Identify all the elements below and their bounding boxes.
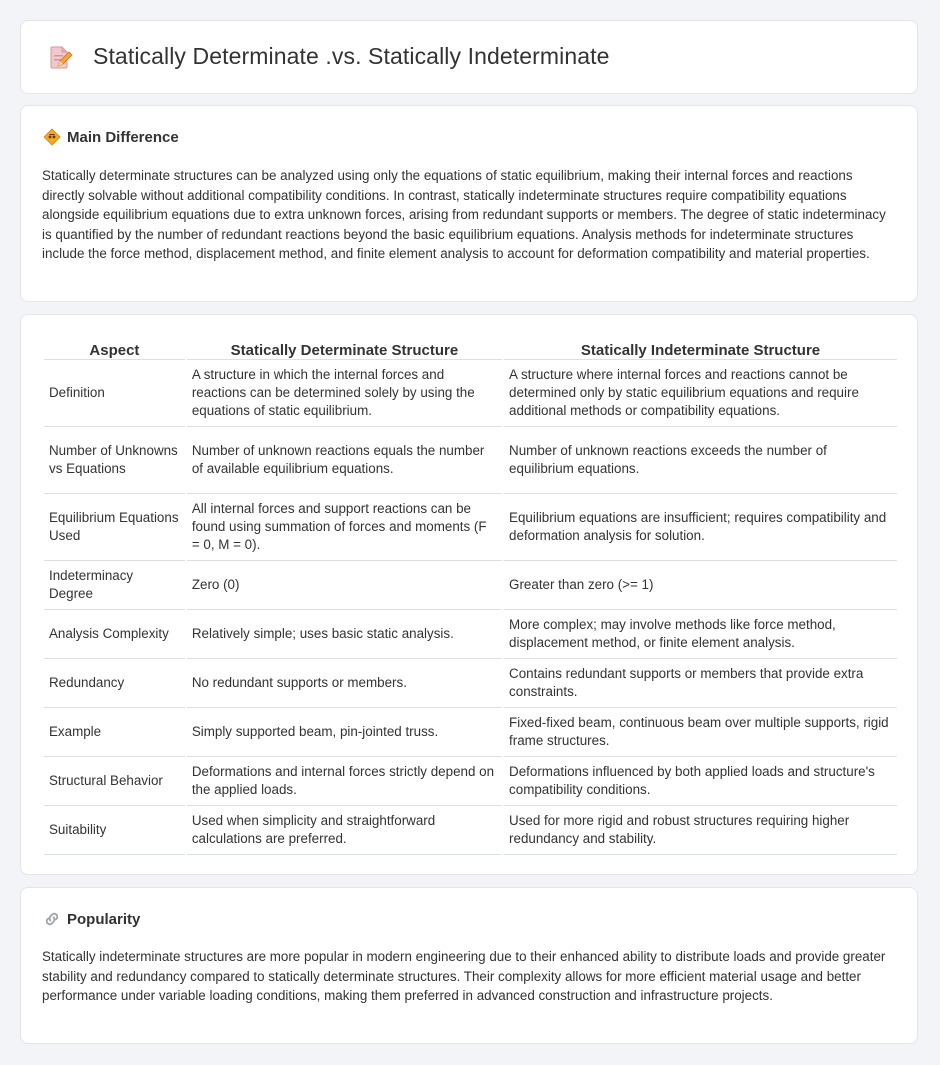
cell-determinate: Relatively simple; uses basic static analysis. (187, 610, 502, 659)
cell-indeterminate: Used for more rigid and robust structures requiring higher redundancy and stability. (504, 806, 897, 855)
popularity-card (20, 887, 918, 1044)
comparison-table (42, 335, 899, 855)
cell-determinate: Zero (0) (187, 561, 502, 610)
table-row (44, 757, 897, 806)
cell-aspect: Definition (44, 360, 185, 427)
table-row (44, 360, 897, 427)
main-difference-title: Main Difference (67, 128, 179, 146)
comparison-card (20, 314, 918, 875)
header-indeterminate: Statically Indeterminate Structure (504, 335, 897, 360)
cell-determinate: Simply supported beam, pin-jointed truss. (187, 708, 502, 757)
table-row (44, 610, 897, 659)
cell-aspect: Equilibrium Equations Used (44, 494, 185, 561)
table-row (44, 427, 897, 494)
cell-determinate: Used when simplicity and straightforward calculations are preferred. (187, 806, 502, 855)
cell-aspect: Structural Behavior (44, 757, 185, 806)
table-row (44, 708, 897, 757)
cell-determinate: Number of unknown reactions equals the number of available equilibrium equations. (187, 427, 502, 494)
cell-indeterminate: Deformations influenced by both applied loads and structure's compatibility conditions. (504, 757, 897, 806)
page-title: Statically Determinate .vs. Statically Indeterminate (93, 43, 610, 69)
document-pencil-icon (47, 44, 73, 70)
diamond-badge-icon (43, 128, 61, 146)
table-row (44, 561, 897, 610)
cell-aspect: Suitability (44, 806, 185, 855)
link-icon (43, 910, 61, 928)
table-row (44, 494, 897, 561)
cell-aspect: Analysis Complexity (44, 610, 185, 659)
cell-determinate: Deformations and internal forces strictly depend on the applied loads. (187, 757, 502, 806)
popularity-title: Popularity (67, 910, 141, 928)
header-determinate: Statically Determinate Structure (187, 335, 502, 360)
header-card (20, 20, 918, 94)
table-header-row (44, 335, 897, 360)
cell-indeterminate: Equilibrium equations are insufficient; requires compatibility and deformation analysis for solution. (504, 494, 897, 561)
cell-aspect: Number of Unknowns vs Equations (44, 427, 185, 494)
header-aspect: Aspect (44, 335, 185, 360)
cell-indeterminate: Greater than zero (>= 1) (504, 561, 897, 610)
table-row (44, 659, 897, 708)
cell-aspect: Example (44, 708, 185, 757)
cell-indeterminate: Fixed-fixed beam, continuous beam over multiple supports, rigid frame structures. (504, 708, 897, 757)
cell-indeterminate: More complex; may involve methods like force method, displacement method, or finite element analysis. (504, 610, 897, 659)
cell-indeterminate: Contains redundant supports or members that provide extra constraints. (504, 659, 897, 708)
cell-determinate: All internal forces and support reactions can be found using summation of forces and moments (F = 0, M = 0). (187, 494, 502, 561)
cell-determinate: A structure in which the internal forces and reactions can be determined solely by using the equations of static equilibrium. (187, 360, 502, 427)
popularity-text: Statically indeterminate structures are more popular in modern engineering due to their enhanced ability to distribute loads and provide greater stability and redundancy compared to statically determinate structures. Their complexity allows for more efficient material usage and better performance under variable loading conditions, making them preferred in advanced construction and infrastructure projects. (42, 949, 886, 1004)
table-row (44, 806, 897, 855)
cell-aspect: Indeterminacy Degree (44, 561, 185, 610)
cell-indeterminate: Number of unknown reactions exceeds the number of equilibrium equations. (504, 427, 897, 494)
cell-aspect: Redundancy (44, 659, 185, 708)
cell-determinate: No redundant supports or members. (187, 659, 502, 708)
main-difference-text: Statically determinate structures can be analyzed using only the equations of static equilibrium, making their internal forces and reactions directly solvable without additional compatibility conditions. In contrast, statically indeterminate structures require compatibility equations alongside equilibrium equations due to extra unknown forces, arising from redundant supports or members. The degree of static indeterminacy is quantified by the number of redundant reactions beyond the basic equilibrium equations. Analysis methods for indeterminate structures include the force method, displacement method, and finite element analysis to account for deformation compatibility and material properties. (42, 168, 886, 262)
cell-indeterminate: A structure where internal forces and reactions cannot be determined only by static equilibrium equations and require additional methods or compatibility equations. (504, 360, 897, 427)
main-difference-card (20, 105, 918, 302)
